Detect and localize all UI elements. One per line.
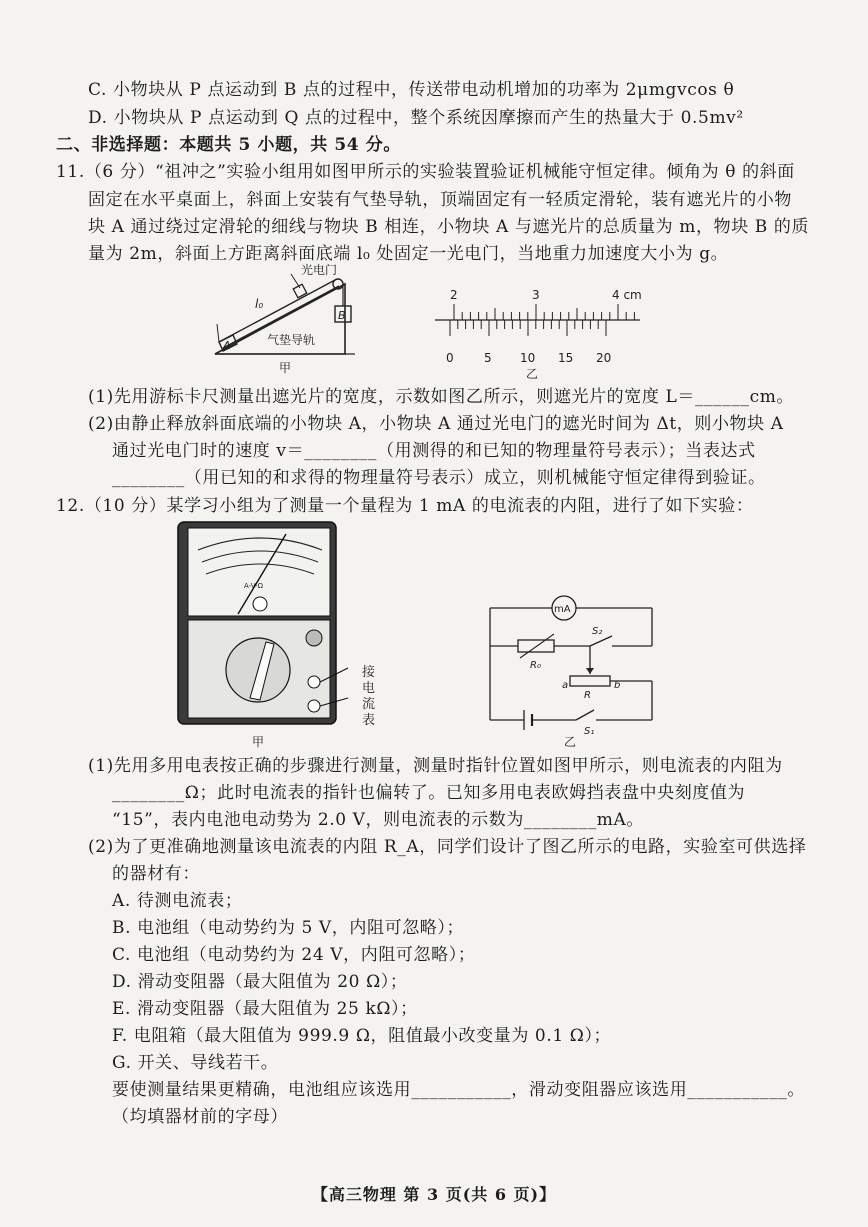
q11-stem-line-2: 固定在水平桌面上，斜面上安装有气垫导轨，顶端固定有一轻质定滑轮，装有遮光片的小物	[88, 190, 792, 210]
q12-part-1-line-2: ________Ω；此时电流表的指针也偏转了。已知多用电表欧姆挡表盘中央刻度值为	[112, 783, 746, 803]
vernier-tick-5: 5	[484, 351, 492, 365]
q11-stem-line-4: 量为 2m，斜面上方距离斜面底端 l₀ 处固定一光电门，当地重力加速度大小为 g。	[88, 244, 729, 264]
q11-part-2-line-3: ________（用已知的和求得的物理量符号表示）成立，则机械能守恒定律得到验证。	[112, 468, 766, 488]
q12-option-a: A. 待测电流表；	[112, 891, 243, 911]
q12-ending-line-1: 要使测量结果更精确，电池组应该选用___________，滑动变阻器应该选用___________。	[112, 1080, 805, 1100]
q11-stem-line-1: 11.（6 分）“祖冲之”实验小组用如图甲所示的实验装置验证机械能守恒定律。倾角为 θ 的斜面	[56, 162, 795, 182]
meter-label: mA	[554, 604, 571, 615]
q12-option-b: B. 电池组（电动势约为 5 V，内阻可忽略）；	[112, 918, 465, 938]
r0-label: R₀	[530, 660, 541, 671]
q11-figure-yi	[430, 286, 650, 382]
multimeter-caption: 甲	[252, 735, 265, 749]
q12-part-2-line-1: (2)为了更准确地测量该电流表的内阻 R_A，同学们设计了图乙所示的电路，实验室可供选择	[88, 837, 807, 857]
q12-option-e: E. 滑动变阻器（最大阻值为 25 kΩ）；	[112, 999, 418, 1019]
q11-part-1: (1)先用游标卡尺测量出遮光片的宽度，示数如图乙所示，则遮光片的宽度 L＝______cm。	[88, 387, 795, 407]
s2-label: S₂	[592, 626, 603, 637]
photogate-label: 光电门	[301, 263, 338, 277]
main-scale-tick-3: 3	[532, 288, 540, 302]
page-footer: 【高三物理 第 3 页(共 6 页)】	[311, 1185, 557, 1204]
a-label: a	[562, 680, 569, 691]
q12-option-g: G. 开关、导线若干。	[112, 1053, 279, 1073]
q12-stem: 12.（10 分）某学习小组为了测量一个量程为 1 mA 的电流表的内阻，进行了如下实验：	[56, 496, 754, 516]
circuit-caption: 乙	[564, 735, 577, 748]
block-b-label: B	[338, 309, 346, 322]
vernier-tick-20: 20	[596, 351, 612, 365]
airtrack-label: 气垫导轨	[267, 333, 316, 347]
q11-stem-line-3: 块 A 通过绕过定滑轮的细线与物块 B 相连，小物块 A 与遮光片的总质量为 m，物块 B 的质	[88, 217, 810, 237]
main-scale-tick-2: 2	[450, 288, 458, 302]
main-scale-tick-4: 4 cm	[612, 288, 642, 302]
q12-figure-jia	[176, 520, 396, 750]
q12-option-f: F. 电阻箱（最大阻值为 999.9 Ω，阻值最小改变量为 0.1 Ω）；	[112, 1026, 612, 1046]
l0-label: l₀	[255, 297, 264, 311]
section-heading: 二、非选择题：本题共 5 小题，共 54 分。	[56, 135, 401, 155]
s1-label: S₁	[584, 726, 595, 737]
b-label: b	[614, 680, 621, 691]
side-label-4: 表	[362, 713, 376, 728]
side-label-2: 电	[362, 681, 376, 696]
vernier-tick-15: 15	[558, 351, 574, 365]
vernier-tick-0: 0	[446, 351, 454, 365]
block-a-label: A	[223, 339, 231, 352]
r-label: R	[584, 690, 591, 701]
q12-option-c: C. 电池组（电动势约为 24 V，内阻可忽略）；	[112, 945, 476, 965]
q10-option-c: C. 小物块从 P 点运动到 B 点的过程中，传送带电动机增加的功率为 2μmgvcos θ	[88, 80, 735, 100]
figure-jia-caption: 甲	[279, 361, 292, 375]
q12-figure-yi	[480, 588, 670, 748]
q12-ending-line-2: （均填器材前的字母）	[112, 1107, 288, 1127]
q12-part-2-line-2: 的器材有：	[112, 864, 200, 884]
q10-option-d: D. 小物块从 P 点运动到 Q 点的过程中，整个系统因摩擦而产生的热量大于 0.5mv²	[88, 108, 744, 128]
q12-option-d: D. 滑动变阻器（最大阻值为 20 Ω）；	[112, 972, 408, 992]
q11-part-2-line-1: (2)由静止释放斜面底端的小物块 A，小物块 A 通过光电门的遮光时间为 Δt，则小物块 A	[88, 414, 784, 434]
side-label-3: 流	[362, 697, 376, 712]
q12-part-1-line-3: “15”，表内电池电动势为 2.0 V，则电流表的示数为________mA。	[112, 810, 644, 830]
q12-part-1-line-1: (1)先用多用电表按正确的步骤进行测量，测量时指针位置如图甲所示，则电流表的内阻为	[88, 756, 783, 776]
side-label-1: 接	[362, 665, 376, 680]
q11-figure-jia	[205, 262, 365, 382]
figure-yi-caption: 乙	[526, 367, 539, 381]
vernier-tick-10: 10	[520, 351, 536, 365]
dial-center-label: A-V-Ω	[244, 582, 264, 590]
q11-part-2-line-2: 通过光电门时的速度 v＝________（用测得的和已知的物理量符号表示）；当表达式	[112, 441, 756, 461]
